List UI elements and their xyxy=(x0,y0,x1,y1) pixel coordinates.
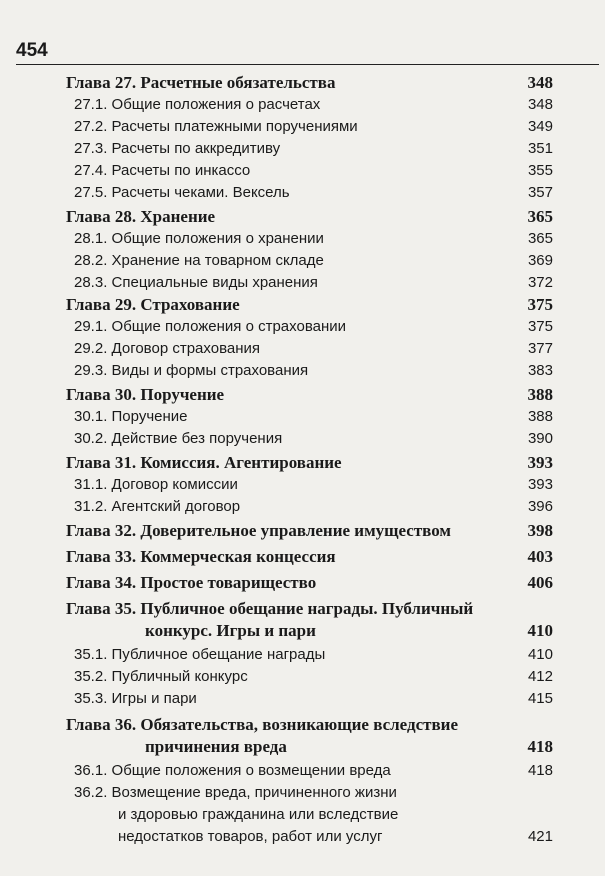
page-ref: 383 xyxy=(527,362,553,379)
page-ref: 396 xyxy=(527,498,553,515)
page-ref: 355 xyxy=(527,162,553,179)
chapter-entry xyxy=(66,294,553,316)
section-entry xyxy=(74,160,553,182)
page-ref: 406 xyxy=(527,573,553,592)
chapter-entry xyxy=(66,598,553,642)
page-ref: 418 xyxy=(527,737,553,756)
section-title: 35.2. Публичный конкурс xyxy=(74,668,248,685)
section-entry xyxy=(74,360,553,382)
page-ref: 377 xyxy=(527,340,553,357)
section-title: 27.1. Общие положения о расчетах xyxy=(74,96,321,113)
chapter-title: Глава 30. Поручение xyxy=(66,385,225,404)
section-entry xyxy=(74,406,553,428)
chapter-title: Глава 35. Публичное обещание награды. Публичный xyxy=(66,599,474,618)
section-title: 31.2. Агентский договор xyxy=(74,498,241,515)
page-ref: 390 xyxy=(527,430,553,447)
page-ref: 418 xyxy=(527,762,553,779)
chapter-entry xyxy=(66,452,553,474)
page-ref: 375 xyxy=(527,295,553,314)
chapter-title: Глава 29. Страхование xyxy=(66,295,240,314)
page-ref: 410 xyxy=(527,621,553,640)
page-ref: 372 xyxy=(527,274,553,291)
page-ref: 412 xyxy=(527,668,553,685)
section-title: 29.2. Договор страхования xyxy=(74,340,260,357)
chapter-title: Глава 33. Коммерческая концессия xyxy=(66,547,336,566)
chapter-entry xyxy=(66,384,553,406)
section-entry xyxy=(74,644,553,666)
chapter-entry xyxy=(66,72,553,94)
section-entry xyxy=(74,116,553,138)
page-ref: 398 xyxy=(527,521,553,540)
page-number: 454 xyxy=(16,40,48,61)
section-entry xyxy=(74,428,553,450)
section-title: 28.1. Общие положения о хранении xyxy=(74,230,324,247)
page-ref: 369 xyxy=(527,252,553,269)
chapter-entry xyxy=(66,546,553,568)
section-title: 27.4. Расчеты по инкассо xyxy=(74,162,251,179)
section-title: 35.3. Игры и пари xyxy=(74,690,197,707)
section-title: 36.2. Возмещение вреда, причиненного жизни xyxy=(74,784,397,801)
page-ref: 375 xyxy=(527,318,553,335)
section-title: недостатков товаров, работ или услуг xyxy=(118,828,383,845)
section-entry xyxy=(74,666,553,688)
section-entry xyxy=(74,760,553,782)
section-entry xyxy=(74,250,553,272)
section-title: 29.3. Виды и формы страхования xyxy=(74,362,309,379)
page-ref: 365 xyxy=(527,230,553,247)
section-entry xyxy=(74,496,553,518)
section-entry xyxy=(74,272,553,294)
page-ref: 349 xyxy=(527,118,553,135)
page-ref: 388 xyxy=(527,385,553,404)
chapter-title: Глава 32. Доверительное управление имуществом xyxy=(66,521,451,540)
chapter-entry xyxy=(66,714,553,758)
page-ref: 415 xyxy=(527,690,553,707)
page-ref: 403 xyxy=(527,547,553,566)
section-title: 30.2. Действие без поручения xyxy=(74,430,283,447)
chapter-title: Глава 36. Обязательства, возникающие вследствие xyxy=(66,715,459,734)
chapter-entry xyxy=(66,572,553,594)
page-ref: 348 xyxy=(527,73,553,92)
chapter-entry xyxy=(66,206,553,228)
section-title: 31.1. Договор комиссии xyxy=(74,476,238,493)
page-ref: 365 xyxy=(527,207,553,226)
section-entry xyxy=(74,94,553,116)
page-ref: 351 xyxy=(527,140,553,157)
chapter-title: конкурс. Игры и пари xyxy=(145,621,316,640)
section-entry xyxy=(74,138,553,160)
section-entry xyxy=(74,688,553,710)
page-ref: 357 xyxy=(527,184,553,201)
section-title: 28.3. Специальные виды хранения xyxy=(74,274,318,291)
page-ref: 421 xyxy=(527,828,553,845)
chapter-title: Глава 28. Хранение xyxy=(66,207,216,226)
chapter-entry xyxy=(66,520,553,542)
chapter-title: причинения вреда xyxy=(145,737,287,756)
chapter-title: Глава 34. Простое товарищество xyxy=(66,573,317,592)
section-title: и здоровью гражданина или вследствие xyxy=(118,806,399,823)
section-entry xyxy=(74,182,553,204)
section-title: 27.3. Расчеты по аккредитиву xyxy=(74,140,281,157)
chapter-title: Глава 31. Комиссия. Агентирование xyxy=(66,453,342,472)
section-title: 27.5. Расчеты чеками. Вексель xyxy=(74,184,290,201)
page-ref: 393 xyxy=(527,453,553,472)
section-title: 28.2. Хранение на товарном складе xyxy=(74,252,324,269)
section-entry xyxy=(74,316,553,338)
header-rule xyxy=(16,64,599,65)
section-title: 35.1. Публичное обещание награды xyxy=(74,646,326,663)
section-title: 27.2. Расчеты платежными поручениями xyxy=(74,118,358,135)
page-ref: 410 xyxy=(527,646,553,663)
section-title: 29.1. Общие положения о страховании xyxy=(74,318,346,335)
section-title: 30.1. Поручение xyxy=(74,408,188,425)
section-title: 36.1. Общие положения о возмещении вреда xyxy=(74,762,391,779)
page-ref: 393 xyxy=(527,476,553,493)
chapter-title: Глава 27. Расчетные обязательства xyxy=(66,73,336,92)
section-entry xyxy=(74,474,553,496)
section-entry xyxy=(74,228,553,250)
section-entry xyxy=(74,782,553,848)
page-ref: 348 xyxy=(527,96,553,113)
page-ref: 388 xyxy=(527,408,553,425)
section-entry xyxy=(74,338,553,360)
